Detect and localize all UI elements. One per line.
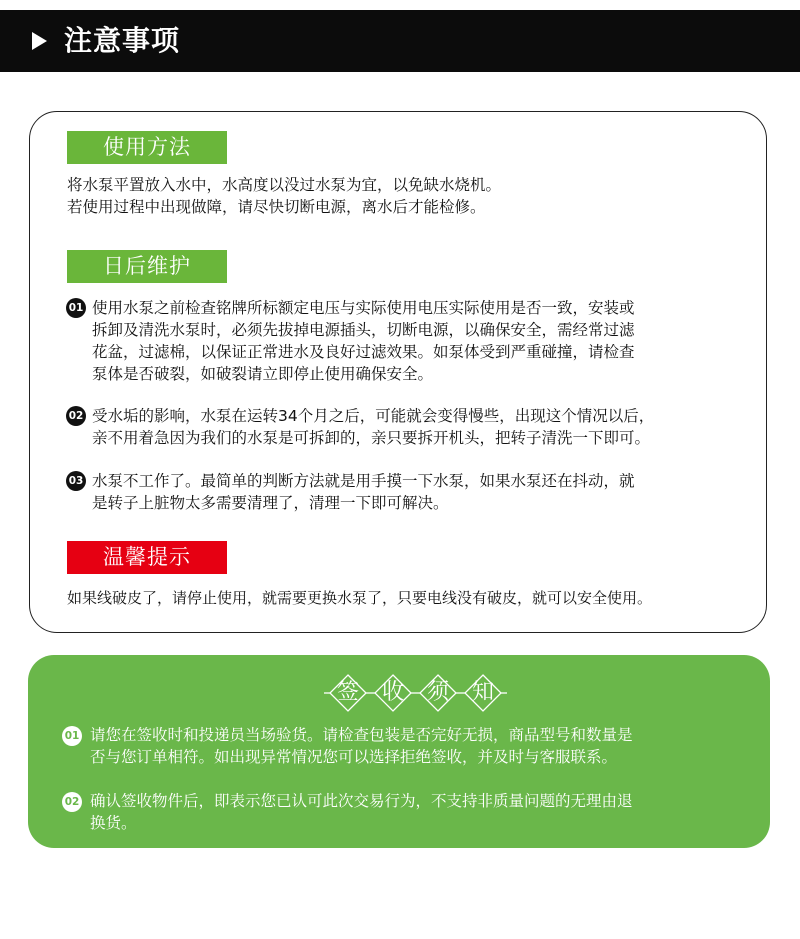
number-badge: 02: [62, 792, 82, 812]
page-title: 注意事项: [64, 24, 181, 57]
item-line: 泵体是否破裂，如破裂请立即停止使用确保安全。: [92, 365, 434, 383]
item-line: 否与您订单相符。如出现异常情况您可以选择拒绝签收，并及时与客服联系。: [90, 748, 618, 766]
receipt-title: [320, 673, 510, 713]
maintenance-tag: 日后维护: [67, 250, 227, 283]
item-line: 请您在签收时和投递员当场验货。请检查包装是否完好无损，商品型号和数量是: [90, 726, 633, 744]
usage-tag: 使用方法: [67, 131, 227, 164]
item-line: 受水垢的影响，水泵在运转34个月之后，可能就会变得慢些，出现这个情况以后，: [92, 407, 655, 425]
usage-line: 将水泵平置放入水中，水高度以没过水泵为宜，以免缺水烧机。: [67, 176, 502, 194]
number-badge: 02: [66, 406, 86, 426]
item-line: 亲不用着急因为我们的水泵是可拆卸的，亲只要拆开机头，把转子清洗一下即可。: [92, 429, 651, 447]
item-line: 水泵不工作了。最简单的判断方法就是用手摸一下水泵，如果水泵还在抖动，就: [92, 472, 635, 490]
item-line: 花盆，过滤棉，以保证正常进水及良好过滤效果。如泵体受到严重碰撞，请检查: [92, 343, 635, 361]
header-bar: [0, 10, 800, 72]
receipt-panel: [28, 655, 770, 848]
title-char: 签: [336, 680, 359, 705]
item-line: 换货。: [90, 814, 137, 832]
play-triangle-icon: [32, 32, 47, 50]
item-line: 使用水泵之前检查铭牌所标额定电压与实际使用电压实际使用是否一致，安装或: [92, 299, 635, 317]
usage-line: 若使用过程中出现做障，请尽快切断电源，离水后才能检修。: [67, 198, 486, 216]
title-char: 须: [426, 680, 449, 705]
number-badge: 01: [62, 726, 82, 746]
number-badge: 03: [66, 471, 86, 491]
item-line: 是转子上脏物太多需要清理了，清理一下即可解决。: [92, 494, 449, 512]
item-line: 确认签收物件后，即表示您已认可此次交易行为，不支持非质量问题的无理由退: [90, 792, 633, 810]
tips-line: 如果线破皮了，请停止使用，就需要更换水泵了，只要电线没有破皮，就可以安全使用。: [67, 589, 653, 607]
number-badge: 01: [66, 298, 86, 318]
item-line: 拆卸及清洗水泵时，必须先拔掉电源插头，切断电源，以确保安全，需经常过滤: [92, 321, 635, 339]
title-char: 知: [471, 680, 494, 705]
title-char: 收: [381, 680, 404, 705]
tips-tag: 温馨提示: [67, 541, 227, 574]
